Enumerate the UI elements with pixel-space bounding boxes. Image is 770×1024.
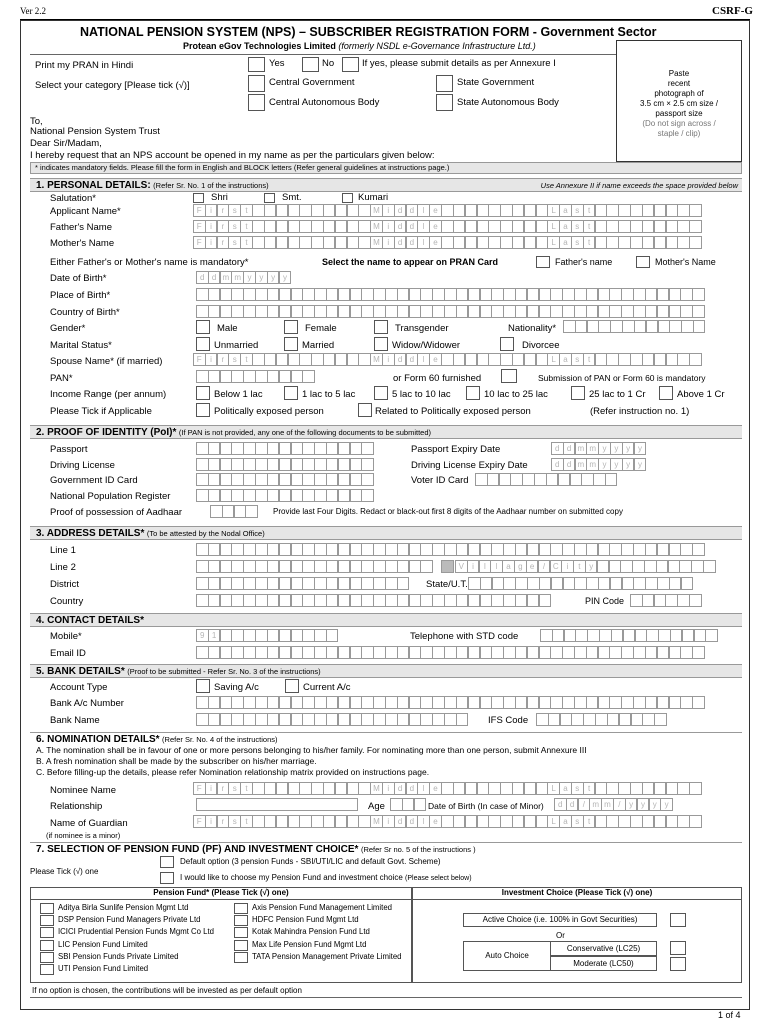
divorcee-checkbox[interactable] (500, 337, 514, 351)
widow-checkbox[interactable] (374, 337, 388, 351)
guardian-label: Name of Guardian (50, 818, 128, 829)
mobile-field[interactable]: 9 1 (196, 629, 338, 642)
pension-header: 7. SELECTION OF PENSION FUND (PF) AND INVESTMENT CHOICE* (Refer Sr no. 5 of the instructions ) (30, 842, 742, 856)
rpep-label: Related to Politically exposed person (375, 406, 531, 417)
village-city-field[interactable]: V i l l a g e / C i t y (455, 560, 715, 573)
mothers-name-field[interactable]: F i r s t M i d d l e L a s t (193, 236, 701, 249)
divorcee-label: Divorcee (522, 340, 560, 351)
applicant-name-label: Applicant Name* (50, 206, 121, 217)
either-name-label: Either Father's or Mother's name is mandatory* (50, 257, 249, 268)
income-4-checkbox[interactable] (466, 386, 480, 400)
version-label: Ver 2.2 (20, 6, 46, 16)
pan-label: PAN* (50, 373, 73, 384)
nomination-note-c: C. Before filling-up the details, please refer Nomination relationship matrix provided on instructions page. (36, 767, 430, 777)
pension-fund-label: Max Life Pension Fund Mgmt Ltd (252, 939, 367, 949)
investment-choice-heading: Investment Choice (Please Tick (√) one) (412, 887, 742, 900)
state-label: State/U.T. (426, 579, 468, 590)
nomination-note-b: B. A fresh nomination shall be made by the subscriber on his/her marriage. (36, 756, 317, 766)
conservative-checkbox[interactable] (670, 941, 686, 955)
mothers-name-label: Mother's Name (50, 238, 115, 249)
passport-expiry-label: Passport Expiry Date (411, 444, 501, 455)
income-1-label: Below 1 lac (214, 389, 263, 400)
guardian-name-field[interactable]: F i r s t M i d d l e L a s t (193, 815, 701, 828)
aadhaar-label: Proof of possession of Aadhaar (50, 507, 183, 518)
address-line1-label: Line 1 (50, 545, 76, 556)
pension-fund-checkbox[interactable] (40, 952, 54, 963)
pran-hindi-no-checkbox[interactable] (302, 57, 319, 72)
saving-label: Saving A/c (214, 682, 259, 693)
form-subtitle: Protean eGov Technologies Limited (formerly NSDL e-Governance Infrastructure Ltd.) (183, 41, 536, 51)
aadhaar-note: Provide last Four Digits. Redact or black-out first 8 digits of the Aadhaar number on submitted copy (273, 507, 623, 516)
country-field[interactable] (196, 594, 550, 607)
pension-fund-checkbox[interactable] (234, 903, 248, 914)
telephone-field[interactable] (540, 629, 717, 642)
spouse-label: Spouse Name* (if married) (50, 356, 163, 367)
central-govt-label: Central Government (269, 77, 355, 88)
spouse-name-field[interactable]: F i r s t M i d d l e L a s t (193, 353, 701, 366)
income-5-checkbox[interactable] (571, 386, 585, 400)
default-option-label: Default option (3 pension Funds - SBI/UTI/LIC and default Govt. Scheme) (180, 857, 441, 866)
married-checkbox[interactable] (284, 337, 298, 351)
contact-header: 4. CONTACT DETAILS* (30, 613, 742, 627)
pan-note: Submission of PAN or Form 60 is mandatory (538, 373, 706, 383)
tick-one-label: Please Tick (√) one (30, 867, 99, 876)
central-autonomous-checkbox[interactable] (248, 94, 265, 111)
pension-fund-checkbox[interactable] (234, 940, 248, 951)
gender-label: Gender* (50, 323, 86, 334)
shri-label: Shri (211, 192, 228, 203)
current-label: Current A/c (303, 682, 351, 693)
cob-label: Country of Birth* (50, 307, 120, 318)
photo-line: recent (667, 79, 691, 88)
account-type-label: Account Type (50, 682, 108, 693)
unmarried-label: Unmarried (214, 340, 259, 351)
telephone-label: Telephone with STD code (410, 631, 519, 642)
photo-line: photograph of (654, 89, 704, 98)
photo-line: passport size (655, 109, 703, 118)
photo-line: Paste (668, 69, 690, 78)
moderate-label: Moderate (LC50) (550, 956, 657, 971)
npr-field[interactable] (196, 489, 373, 502)
state-autonomous-label: State Autonomous Body (457, 97, 559, 108)
widow-label: Widow/Widower (392, 340, 461, 351)
default-option-checkbox[interactable] (160, 856, 174, 868)
age-field[interactable] (390, 798, 425, 811)
mobile-label: Mobile* (50, 631, 82, 642)
account-number-label: Bank A/c Number (50, 698, 124, 709)
refer-instruction: (Refer instruction no. 1) (590, 406, 690, 417)
passport-field[interactable] (196, 442, 373, 455)
income-5-label: 25 lac to 1 Cr (589, 389, 646, 400)
aadhaar-field[interactable] (210, 505, 257, 518)
fathers-name-option: Father's name (555, 257, 613, 267)
nominee-dob-field[interactable]: d d / m m / y y y y (554, 798, 672, 811)
nationality-label: Nationality* (508, 323, 557, 334)
form-title: NATIONAL PENSION SYSTEM (NPS) – SUBSCRIBER REGISTRATION FORM - Government Sector (80, 25, 657, 39)
cob-field[interactable] (196, 305, 704, 318)
pension-fund-checkbox[interactable] (40, 940, 54, 951)
pension-fund-checkbox[interactable] (234, 952, 248, 963)
income-6-label: Above 1 Cr (677, 389, 725, 400)
district-field[interactable] (196, 577, 409, 590)
income-2-checkbox[interactable] (284, 386, 298, 400)
voter-id-label: Voter ID Card (411, 475, 469, 486)
current-checkbox[interactable] (285, 679, 299, 693)
passport-label: Passport (50, 444, 88, 455)
pension-fund-checkbox[interactable] (40, 903, 54, 914)
central-govt-checkbox[interactable] (248, 75, 265, 92)
personal-details-header: 1. PERSONAL DETAILS: (Refer Sr. No. 1 of the instructions) Use Annexure II if name exceeds the space provided below (30, 178, 742, 192)
govt-id-label: Government ID Card (50, 475, 138, 486)
if-yes-note: If yes, please submit details as per Annexure I (362, 58, 556, 69)
income-4-label: 10 lac to 25 lac (484, 389, 548, 400)
income-1-checkbox[interactable] (196, 386, 210, 400)
dob-label: Date of Birth* (50, 273, 107, 284)
pension-fund-label: ICICI Prudential Pension Funds Mgmt Co Ltd (58, 927, 215, 937)
passport-expiry-field[interactable]: d d m m y y y y (551, 442, 646, 455)
nominee-label: Nominee Name (50, 785, 116, 796)
transgender-checkbox[interactable] (374, 320, 388, 334)
nationality-field[interactable] (563, 320, 705, 333)
active-choice-label: Active Choice (i.e. 100% in Govt Securities) (463, 913, 657, 927)
poi-header: 2. PROOF OF IDENTITY (PoI)* (If PAN is not provided, any one of the following documents to be submitted) (30, 425, 742, 439)
applicant-name-field[interactable]: F i r s t M i d d l e L a s t (193, 204, 701, 217)
relationship-label: Relationship (50, 801, 103, 812)
pran-hindi-label: Print my PRAN in Hindi (35, 60, 134, 71)
ifs-field[interactable] (536, 713, 666, 726)
npr-label: National Population Register (50, 491, 171, 502)
pension-fund-label: HDFC Pension Fund Mgmt Ltd (252, 915, 359, 925)
male-label: Male (217, 323, 238, 334)
married-label: Married (302, 340, 335, 351)
kumari-label: Kumari (358, 192, 389, 203)
trust-label: National Pension System Trust (30, 126, 160, 137)
central-autonomous-label: Central Autonomous Body (269, 97, 380, 108)
pension-fund-checkbox[interactable] (234, 915, 248, 926)
email-label: Email ID (50, 648, 86, 659)
if-yes-checkbox[interactable] (342, 57, 359, 72)
income-3-checkbox[interactable] (374, 386, 388, 400)
pension-fund-label: LIC Pension Fund Limited (58, 939, 148, 949)
page-number: 1 of 4 (718, 1010, 741, 1020)
nomination-header: 6. NOMINATION DETAILS* (Refer Sr. No. 4 of the instructions) (30, 732, 742, 746)
pran-hindi-yes-checkbox[interactable] (248, 57, 265, 72)
district-label: District (50, 579, 80, 590)
photo-box[interactable] (616, 40, 742, 162)
dl-field[interactable] (196, 458, 373, 471)
pension-fund-checkbox[interactable] (40, 927, 54, 938)
bank-name-label: Bank Name (50, 715, 100, 726)
pension-fund-checkbox[interactable] (40, 915, 54, 926)
photo-line: (Do not sign across / (642, 119, 716, 128)
fathers-name-checkbox[interactable] (536, 256, 550, 268)
account-number-field[interactable] (196, 696, 704, 709)
pension-fund-checkbox[interactable] (234, 927, 248, 938)
mothers-name-option: Mother's Name (655, 257, 716, 267)
rpep-checkbox[interactable] (358, 403, 372, 417)
pension-fund-label: SBI Pension Funds Private Limited (58, 951, 179, 961)
pension-fund-label: Kotak Mahindra Pension Fund Ltd (252, 927, 370, 937)
shri-checkbox[interactable] (193, 193, 204, 203)
address-header: 3. ADDRESS DETAILS* (To be attested by the Nodal Office) (30, 526, 742, 540)
state-autonomous-checkbox[interactable] (436, 94, 453, 111)
category-label: Select your category [Please tick (√)] (35, 80, 190, 91)
mandatory-note: * indicates mandatory fields. Please fill the form in English and BLOCK letters (Refer general guidelines at instructions page.) (30, 162, 742, 174)
active-choice-checkbox[interactable] (670, 913, 686, 927)
state-field[interactable] (468, 577, 692, 590)
mothers-name-checkbox[interactable] (636, 256, 650, 268)
unmarried-checkbox[interactable] (196, 337, 210, 351)
income-3-label: 5 lac to 10 lac (392, 389, 451, 400)
smt-checkbox[interactable] (264, 193, 275, 203)
pension-fund-label: TATA Pension Management Private Limited (252, 951, 402, 961)
pension-fund-checkbox[interactable] (40, 964, 54, 975)
female-label: Female (305, 323, 337, 334)
pin-label: PIN Code (585, 596, 625, 606)
salutation-label: Salutation* (50, 193, 96, 204)
photo-line: 3.5 cm × 2.5 cm size / (639, 99, 719, 108)
pension-fund-heading: Pension Fund* (Please Tick (√) one) (30, 887, 412, 900)
shaded-cell (441, 560, 454, 573)
dl-label: Driving License (50, 460, 115, 471)
tick-applicable-label: Please Tick if Applicable (50, 406, 152, 417)
smt-label: Smt. (282, 192, 302, 203)
state-govt-label: State Government (457, 77, 535, 88)
nomination-note-a: A. The nomination shall be in favour of one or more persons belonging to his/her family. For nominating more than one person, submit Annexure III (36, 745, 587, 755)
income-2-label: 1 lac to 5 lac (302, 389, 356, 400)
select-name-label: Select the name to appear on PRAN Card (322, 257, 499, 267)
if-minor-note: (if nominee is a minor) (46, 831, 121, 840)
choose-option-checkbox[interactable] (160, 872, 174, 884)
default-note: If no option is chosen, the contributions will be invested as per default option (32, 986, 302, 995)
country-label: Country (50, 596, 84, 607)
to-label: To, (30, 116, 43, 127)
pension-fund-label: UTI Pension Fund Limited (58, 964, 149, 973)
no-label: No (322, 58, 335, 69)
pob-field[interactable] (196, 288, 704, 301)
govt-id-field[interactable] (196, 473, 373, 486)
pep-label: Politically exposed person (214, 406, 324, 417)
pension-fund-label: Aditya Birla Sunlife Pension Mgmt Ltd (58, 903, 189, 912)
voter-id-field[interactable] (475, 473, 617, 486)
income-6-checkbox[interactable] (659, 386, 673, 400)
moderate-checkbox[interactable] (670, 957, 686, 971)
auto-choice-label: Auto Choice (463, 941, 551, 971)
fathers-name-label: Father's Name (50, 222, 113, 233)
yes-label: Yes (269, 58, 285, 69)
dear-label: Dear Sir/Madam, (30, 138, 102, 149)
choose-option-label: I would like to choose my Pension Fund and investment choice (Please select below) (180, 873, 472, 882)
pob-label: Place of Birth* (50, 290, 111, 301)
state-govt-checkbox[interactable] (436, 75, 453, 92)
dl-expiry-label: Driving License Expiry Date (411, 460, 528, 471)
request-text: I hereby request that an NPS account be opened in my name as per the particulars given below: (30, 150, 435, 161)
conservative-label: Conservative (LC25) (550, 941, 657, 956)
address-line2-field[interactable] (196, 560, 432, 573)
pan-field[interactable] (196, 370, 314, 383)
address-line2-label: Line 2 (50, 562, 76, 573)
transgender-label: Transgender (395, 323, 449, 334)
pension-fund-label: Axis Pension Fund Management Limited (252, 903, 392, 912)
ifs-label: IFS Code (488, 715, 529, 726)
pep-checkbox[interactable] (196, 403, 210, 417)
form60-checkbox[interactable] (501, 369, 517, 383)
kumari-checkbox[interactable] (342, 193, 353, 203)
saving-checkbox[interactable] (196, 679, 210, 693)
dl-expiry-field[interactable]: d d m m y y y y (551, 458, 646, 471)
fathers-name-field[interactable]: F i r s t M i d d l e L a s t (193, 220, 701, 233)
form60-label: or Form 60 furnished (393, 373, 482, 384)
age-label: Age (368, 801, 385, 812)
relationship-field[interactable] (196, 798, 358, 811)
photo-line: staple / clip) (657, 129, 701, 138)
bank-name-field[interactable] (196, 713, 468, 726)
bank-header: 5. BANK DETAILS* (Proof to be submitted - Refer Sr. No. 3 of the instructions) (30, 664, 742, 678)
male-checkbox[interactable] (196, 320, 210, 334)
email-field[interactable] (196, 646, 704, 659)
pin-field[interactable] (630, 594, 701, 607)
address-line1-field[interactable] (196, 543, 704, 556)
or-label: Or (556, 931, 565, 940)
form-code: CSRF-G (712, 5, 753, 17)
female-checkbox[interactable] (284, 320, 298, 334)
dob-minor-label: Date of Birth (In case of Minor) (428, 801, 544, 811)
nominee-name-field[interactable]: F i r s t M i d d l e L a s t (193, 782, 701, 795)
marital-label: Marital Status* (50, 340, 112, 351)
income-label: Income Range (per annum) (50, 389, 167, 400)
pension-fund-label: DSP Pension Fund Managers Private Ltd (58, 915, 201, 925)
dob-field[interactable]: d d m m y y y y (196, 271, 291, 284)
